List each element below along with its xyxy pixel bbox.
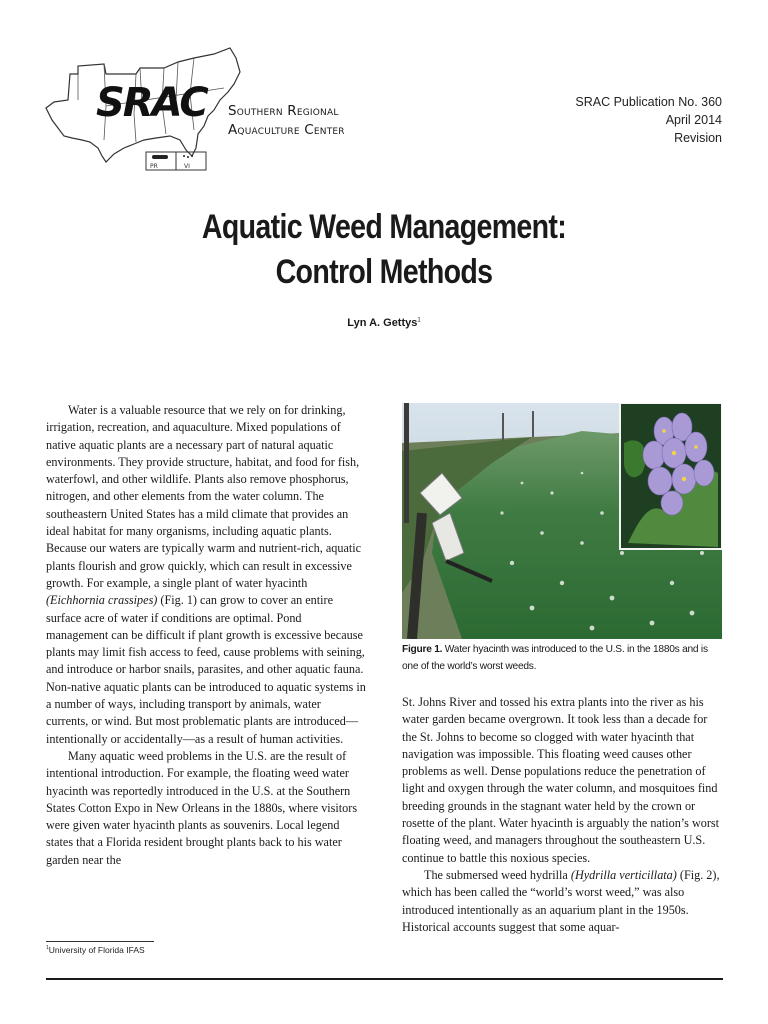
page-bottom-rule — [46, 978, 723, 980]
figure-caption — [402, 641, 724, 675]
right-column — [402, 694, 724, 936]
footnote-text: University of Florida IFAS — [48, 945, 145, 955]
paragraph-introduction-history: Many aquatic weed problems in the U.S. are the result of intentional introduction. For example, the floating weed water hyacinth was reportedly introduced in the U.S. at the Southern States Cotton Expo in New Orleans in the 1880s, where visitors were given water hyacinth plants as souvenirs. Local legend states that a Florida resident brought plants back to his water garden near the — [46, 748, 358, 867]
hydrilla-text-a: The submersed weed hydrilla — [424, 867, 571, 882]
paragraph-intro — [46, 402, 366, 748]
author-name: Lyn A. Gettys — [347, 317, 418, 329]
title-line2: Control Methods — [275, 253, 493, 291]
paragraph-hydrilla — [402, 867, 724, 936]
publication-status: Revision — [674, 131, 722, 145]
publication-info — [575, 93, 722, 147]
footnote — [46, 945, 145, 955]
footnote-divider — [46, 941, 154, 942]
organization-name — [228, 102, 345, 140]
org-name-line1: Southern Regional — [228, 103, 339, 119]
figure-caption-text: Water hyacinth was introduced to the U.S. in the 1880s and is one of the world’s worst weeds. — [402, 644, 708, 672]
footnote-marker: 1 — [46, 945, 49, 952]
paragraph-st-johns: St. Johns River and tossed his extra plants into the river as his water garden became overgrown. It took less than a decade for the St. Johns to become so clogged with water hyacinth that navigation was impossible. This floating weed causes other problems as well. Dense populations reduce the penetration of light and oxygen through the water column, and mosquitoes find breeding grounds in the stagnant water held by the crown or rosette of the plant. Water hyacinth is arguably the nation’s worst floating weed, and managers throughout the southeastern U.S. continue to battle this noxious species. — [402, 695, 720, 865]
intro-text-a: Water is a valuable resource that we rely on for drinking, irrigation, recreation, and aquaculture. Mixed populations of native aquatic plants are a necessary part of natural aquatic environments. They provide structure, habitat, and food for fish, waterfowl, and other wildlife. Plants also remove phosphorus, nitrogen, and other elements from the water column. The southeastern United States has a mild climate that provides an ideal habitat for many organisms, including aquatic plants. Because our waters are typically warm and nutrient-rich, aquatic plants flourish and grow quickly, which can result in excessive growth. For example, a single plant of water hyacinth — [46, 403, 362, 590]
publication-date: April 2014 — [665, 113, 722, 127]
logo-text: SRAC — [96, 80, 207, 126]
author-line — [0, 317, 768, 329]
author-footnote-marker: 1 — [417, 317, 421, 324]
logo-tag-vi: VI — [184, 163, 190, 170]
hydrilla-text-b: (Fig. 2), which has been called the “world’s worst weed,” was also introduced intentionally as an aquarium plant in the 1950s. Historical accounts suggest that some aquar- — [402, 867, 720, 934]
figure-label: Figure 1. — [402, 644, 443, 655]
document-title — [61, 205, 706, 295]
species-name: (Eichhornia crassipes) — [46, 593, 158, 608]
publication-number: SRAC Publication No. 360 — [575, 95, 722, 109]
title-line1: Aquatic Weed Management: — [201, 208, 567, 246]
srac-logo — [44, 44, 374, 174]
logo-tag-pr: PR — [150, 163, 158, 170]
southern-states-map-icon — [44, 44, 244, 174]
water-hyacinth-photo — [402, 403, 722, 639]
hydrilla-species-name: (Hydrilla verticillata) — [570, 867, 677, 882]
left-column — [46, 402, 366, 869]
org-name-line2: Aquaculture Center — [228, 122, 345, 138]
figure-1-photo — [402, 403, 722, 639]
intro-text-b: (Fig. 1) can grow to cover an entire surface acre of water if conditions are optimal. Pond management can be difficult if plant growth is excessive because plants may limit fish access to feed, cause problems with seining, and introduce or harbor snails, parasites, and other aquatic fauna. Non-native aquatic plants can be introduced to aquatic systems in a number of ways, including transport by animals, water currents, or wind. But most problematic plants are introduced—intentionally or accidentally—as a result of human activities. — [46, 593, 366, 746]
